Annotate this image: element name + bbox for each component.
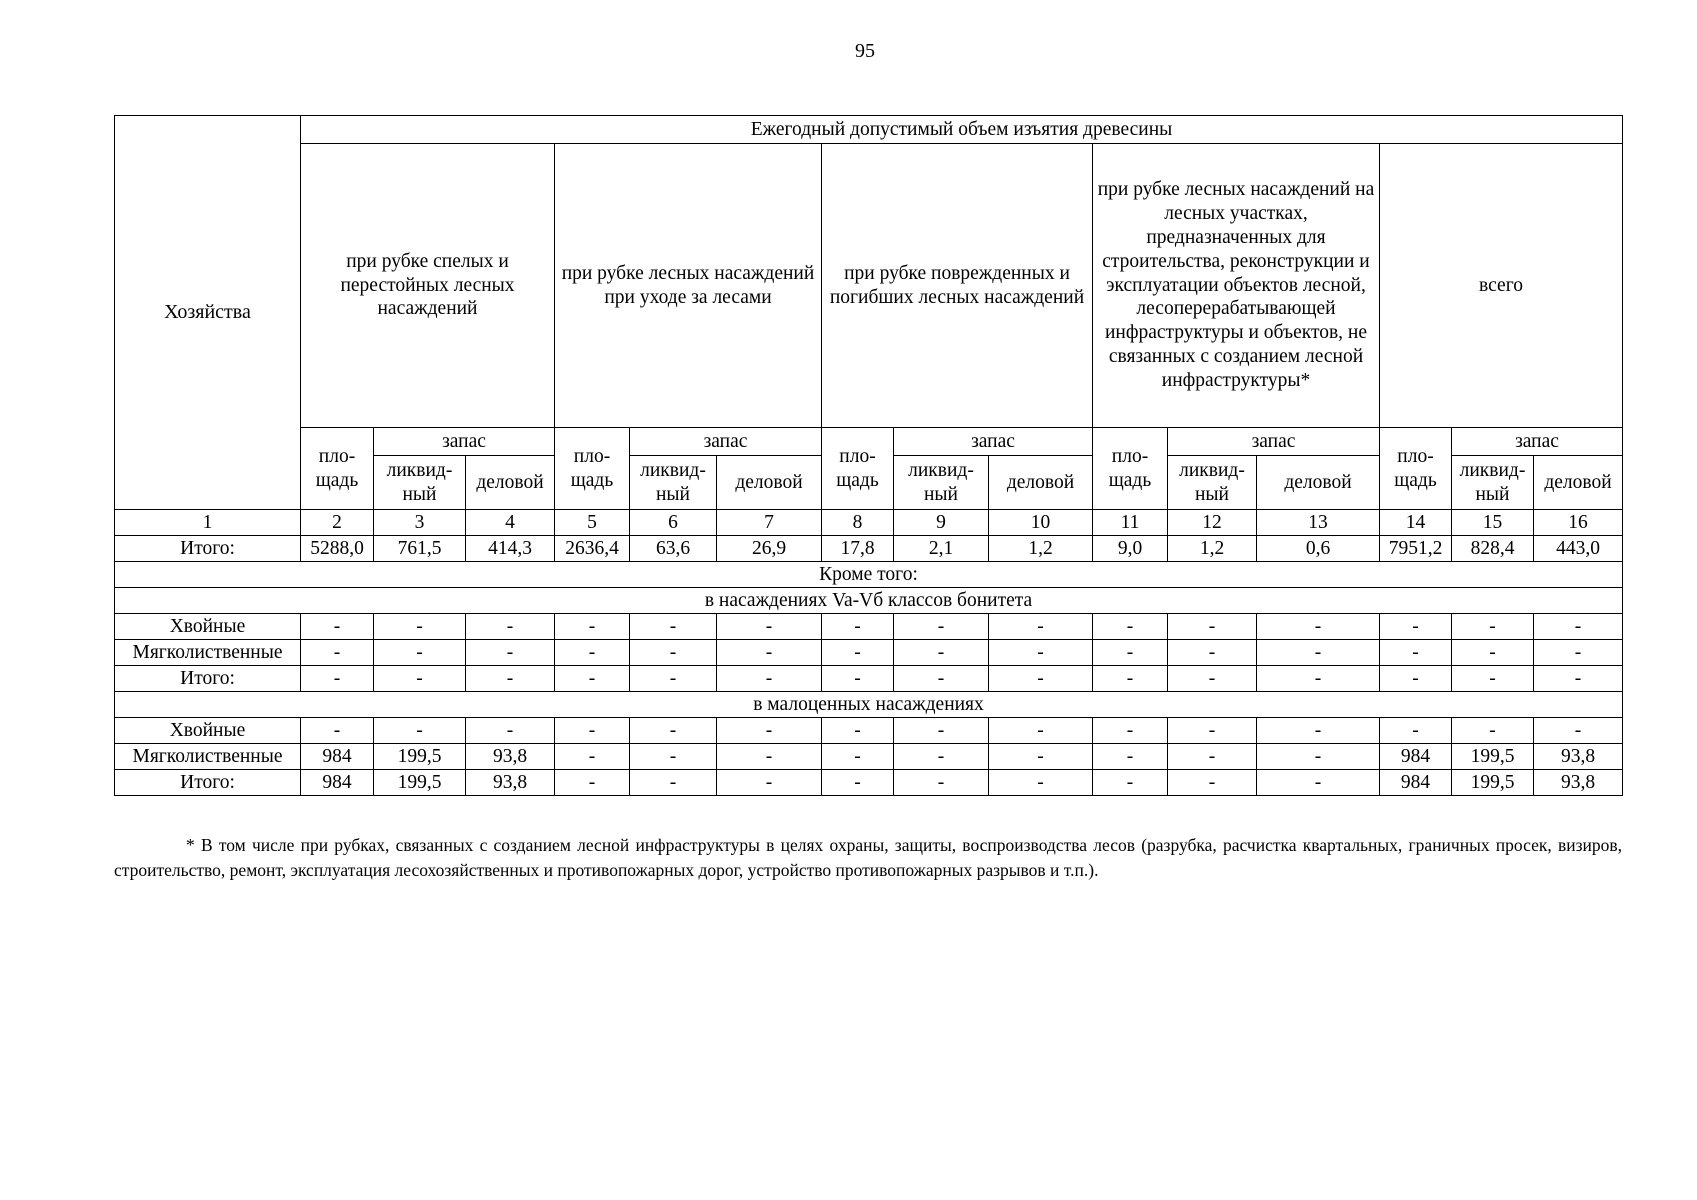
table-cell: - — [374, 640, 466, 666]
stock-header: запас — [1452, 428, 1623, 456]
section-heading: в малоценных насаждениях — [115, 692, 1623, 718]
table-cell: 0,6 — [1257, 536, 1380, 562]
table-cell: 1,2 — [1168, 536, 1257, 562]
table-cell: - — [301, 666, 374, 692]
table-cell: - — [555, 718, 630, 744]
business-header: деловой — [717, 456, 822, 510]
table-cell: - — [555, 640, 630, 666]
liquid-header: ликвид-ный — [1452, 456, 1534, 510]
table-cell: - — [1257, 614, 1380, 640]
annual-volume-header: Ежегодный допустимый объем изъятия древесины — [301, 116, 1623, 144]
table-cell: 93,8 — [466, 744, 555, 770]
table-cell: - — [894, 614, 989, 640]
table-cell: 984 — [1380, 744, 1452, 770]
table-cell: - — [466, 640, 555, 666]
row-label: Итого: — [115, 536, 301, 562]
group-header-damaged: при рубке поврежденных и погибших лесных насаждений — [822, 144, 1093, 428]
area-header: пло-щадь — [301, 428, 374, 510]
table-cell: 26,9 — [717, 536, 822, 562]
table-row — [115, 640, 1623, 666]
table-cell: - — [1257, 770, 1380, 796]
liquid-header: ликвид-ный — [374, 456, 466, 510]
table-cell: - — [894, 744, 989, 770]
table-cell: 7 — [717, 510, 822, 536]
business-header: деловой — [1257, 456, 1380, 510]
table-cell: - — [822, 640, 894, 666]
table-row — [115, 666, 1623, 692]
table-row — [115, 614, 1623, 640]
table-cell: - — [894, 640, 989, 666]
table-cell: - — [894, 770, 989, 796]
group-header-total: всего — [1380, 144, 1623, 428]
table-cell: - — [630, 770, 717, 796]
group-header-row — [115, 144, 1623, 428]
table-cell: - — [1257, 744, 1380, 770]
table-cell: 14 — [1380, 510, 1452, 536]
stock-header: запас — [894, 428, 1093, 456]
table-cell: - — [1168, 614, 1257, 640]
stock-header: запас — [1168, 428, 1380, 456]
table-cell: - — [989, 614, 1093, 640]
table-cell: - — [1534, 640, 1623, 666]
table-cell: 414,3 — [466, 536, 555, 562]
total-row — [115, 536, 1623, 562]
table-cell: - — [630, 744, 717, 770]
table-cell: - — [717, 744, 822, 770]
table-cell: - — [630, 640, 717, 666]
table-cell: 10 — [989, 510, 1093, 536]
row-label: Хвойные — [115, 718, 301, 744]
table-cell: - — [301, 614, 374, 640]
row-label: 1 — [115, 510, 301, 536]
table-cell: - — [1093, 666, 1168, 692]
table-cell: - — [374, 614, 466, 640]
table-cell: 2,1 — [894, 536, 989, 562]
liquid-header: ликвид-ный — [1168, 456, 1257, 510]
table-cell: - — [1257, 718, 1380, 744]
table-cell: - — [555, 744, 630, 770]
table-cell: 17,8 — [822, 536, 894, 562]
table-cell: - — [989, 640, 1093, 666]
table-cell: - — [1534, 614, 1623, 640]
households-header: Хозяйства — [115, 116, 301, 510]
table-cell: - — [555, 666, 630, 692]
table-cell: 984 — [301, 770, 374, 796]
row-label: Мягколиственные — [115, 640, 301, 666]
table-cell: - — [555, 770, 630, 796]
table-cell: 7951,2 — [1380, 536, 1452, 562]
table-cell: - — [1534, 718, 1623, 744]
table-cell: - — [630, 614, 717, 640]
table-cell: 1,2 — [989, 536, 1093, 562]
table-cell: - — [1168, 744, 1257, 770]
table-cell: 984 — [301, 744, 374, 770]
liquid-header: ликвид-ный — [894, 456, 989, 510]
stock-header: запас — [374, 428, 555, 456]
row-label: Итого: — [115, 770, 301, 796]
table-cell: - — [989, 666, 1093, 692]
table-cell: 5288,0 — [301, 536, 374, 562]
table-cell: 199,5 — [374, 770, 466, 796]
table-cell: - — [822, 744, 894, 770]
table-cell: - — [1168, 770, 1257, 796]
table-cell: - — [989, 744, 1093, 770]
section-heading: в насаждениях Va-Vб классов бонитета — [115, 588, 1623, 614]
besides-heading: Кроме того: — [115, 562, 1623, 588]
footnote: * В том числе при рубках, связанных с созданием лесной инфраструктуры в целях охраны, защиты, воспроизводства лесов (разрубка, расчистка квартальных, граничных просек, визиров, строительство, ремонт, эксплуатация лесохозяйственных и противопожарных дорог, устройство противопожарных разрывов и т.п.). — [114, 835, 1622, 880]
table-cell: - — [1380, 666, 1452, 692]
table-cell: - — [1168, 718, 1257, 744]
table-cell: 761,5 — [374, 536, 466, 562]
table-cell: 2636,4 — [555, 536, 630, 562]
table-cell: - — [1380, 614, 1452, 640]
table-cell: - — [1093, 744, 1168, 770]
stock-header: запас — [630, 428, 822, 456]
table-cell: 93,8 — [1534, 744, 1623, 770]
table-cell: 16 — [1534, 510, 1623, 536]
section-heading-row — [115, 692, 1623, 718]
table-cell: - — [717, 640, 822, 666]
row-label: Итого: — [115, 666, 301, 692]
group-header-mature: при рубке спелых и перестойных лесных насаждений — [301, 144, 555, 428]
table-cell: 5 — [555, 510, 630, 536]
table-cell: 199,5 — [1452, 744, 1534, 770]
table-cell: 12 — [1168, 510, 1257, 536]
table-cell: - — [1168, 640, 1257, 666]
table-cell: 199,5 — [1452, 770, 1534, 796]
table-cell: 11 — [1093, 510, 1168, 536]
table-cell: - — [822, 614, 894, 640]
table-cell: - — [717, 770, 822, 796]
table-cell: - — [1168, 666, 1257, 692]
table-cell: 6 — [630, 510, 717, 536]
table-cell: 9,0 — [1093, 536, 1168, 562]
table-cell: - — [1534, 666, 1623, 692]
table-cell: - — [717, 614, 822, 640]
table-cell: - — [1093, 640, 1168, 666]
table-cell: - — [1093, 614, 1168, 640]
table-cell: - — [1093, 718, 1168, 744]
business-header: деловой — [466, 456, 555, 510]
table-cell: - — [989, 718, 1093, 744]
column-number-row — [115, 510, 1623, 536]
table-cell: - — [1452, 666, 1534, 692]
area-header: пло-щадь — [1093, 428, 1168, 510]
table-cell: - — [301, 718, 374, 744]
table-row — [115, 770, 1623, 796]
table-cell: - — [894, 666, 989, 692]
table-row — [115, 718, 1623, 744]
table-cell: - — [1257, 640, 1380, 666]
table-cell: 828,4 — [1452, 536, 1534, 562]
group-header-thinning: при рубке лесных насаждений при уходе за лесами — [555, 144, 822, 428]
table-cell: 3 — [374, 510, 466, 536]
table-cell: - — [822, 770, 894, 796]
row-label: Мягколиственные — [115, 744, 301, 770]
stock-header-row — [115, 428, 1623, 456]
table-cell: 63,6 — [630, 536, 717, 562]
table-cell: 13 — [1257, 510, 1380, 536]
table-cell: - — [374, 666, 466, 692]
area-header: пло-щадь — [555, 428, 630, 510]
business-header: деловой — [1534, 456, 1623, 510]
table-cell: - — [1380, 640, 1452, 666]
table-cell: - — [894, 718, 989, 744]
table-cell: - — [466, 666, 555, 692]
table-cell: - — [1093, 770, 1168, 796]
table-cell: 8 — [822, 510, 894, 536]
table-cell: 4 — [466, 510, 555, 536]
table-cell: - — [466, 614, 555, 640]
table-row — [115, 744, 1623, 770]
table-cell: - — [1257, 666, 1380, 692]
table-cell: - — [1452, 640, 1534, 666]
table-cell: - — [1452, 614, 1534, 640]
table-cell: 984 — [1380, 770, 1452, 796]
table-cell: - — [1380, 718, 1452, 744]
table-cell: 443,0 — [1534, 536, 1623, 562]
table-cell: - — [630, 718, 717, 744]
table-cell: 15 — [1452, 510, 1534, 536]
besides-heading-row — [115, 562, 1623, 588]
table-cell: 199,5 — [374, 744, 466, 770]
table-cell: 2 — [301, 510, 374, 536]
liquid-header: ликвид-ный — [630, 456, 717, 510]
group-header-construction: при рубке лесных насаждений на лесных участках, предназначенных для строительства, реконструкции и эксплуатации объектов лесной, лесоперерабатывающей инфраструктуры и объектов, не связанных с созданием лесной инфраструктуры* — [1093, 144, 1380, 428]
table-cell: 93,8 — [466, 770, 555, 796]
business-header: деловой — [989, 456, 1093, 510]
table-cell: 9 — [894, 510, 989, 536]
table-cell: - — [717, 718, 822, 744]
table-cell: - — [374, 718, 466, 744]
table-cell: - — [630, 666, 717, 692]
header-row-top — [115, 116, 1623, 144]
table-cell: - — [1452, 718, 1534, 744]
timber-harvest-table — [114, 115, 1623, 796]
area-header: пло-щадь — [1380, 428, 1452, 510]
table-cell: - — [822, 718, 894, 744]
table-cell: - — [989, 770, 1093, 796]
page-number: 95 — [855, 40, 875, 62]
table-cell: - — [466, 718, 555, 744]
table-cell: 93,8 — [1534, 770, 1623, 796]
row-label: Хвойные — [115, 614, 301, 640]
table-cell: - — [301, 640, 374, 666]
table-cell: - — [555, 614, 630, 640]
table-cell: - — [822, 666, 894, 692]
section-heading-row — [115, 588, 1623, 614]
table-cell: - — [717, 666, 822, 692]
area-header: пло-щадь — [822, 428, 894, 510]
